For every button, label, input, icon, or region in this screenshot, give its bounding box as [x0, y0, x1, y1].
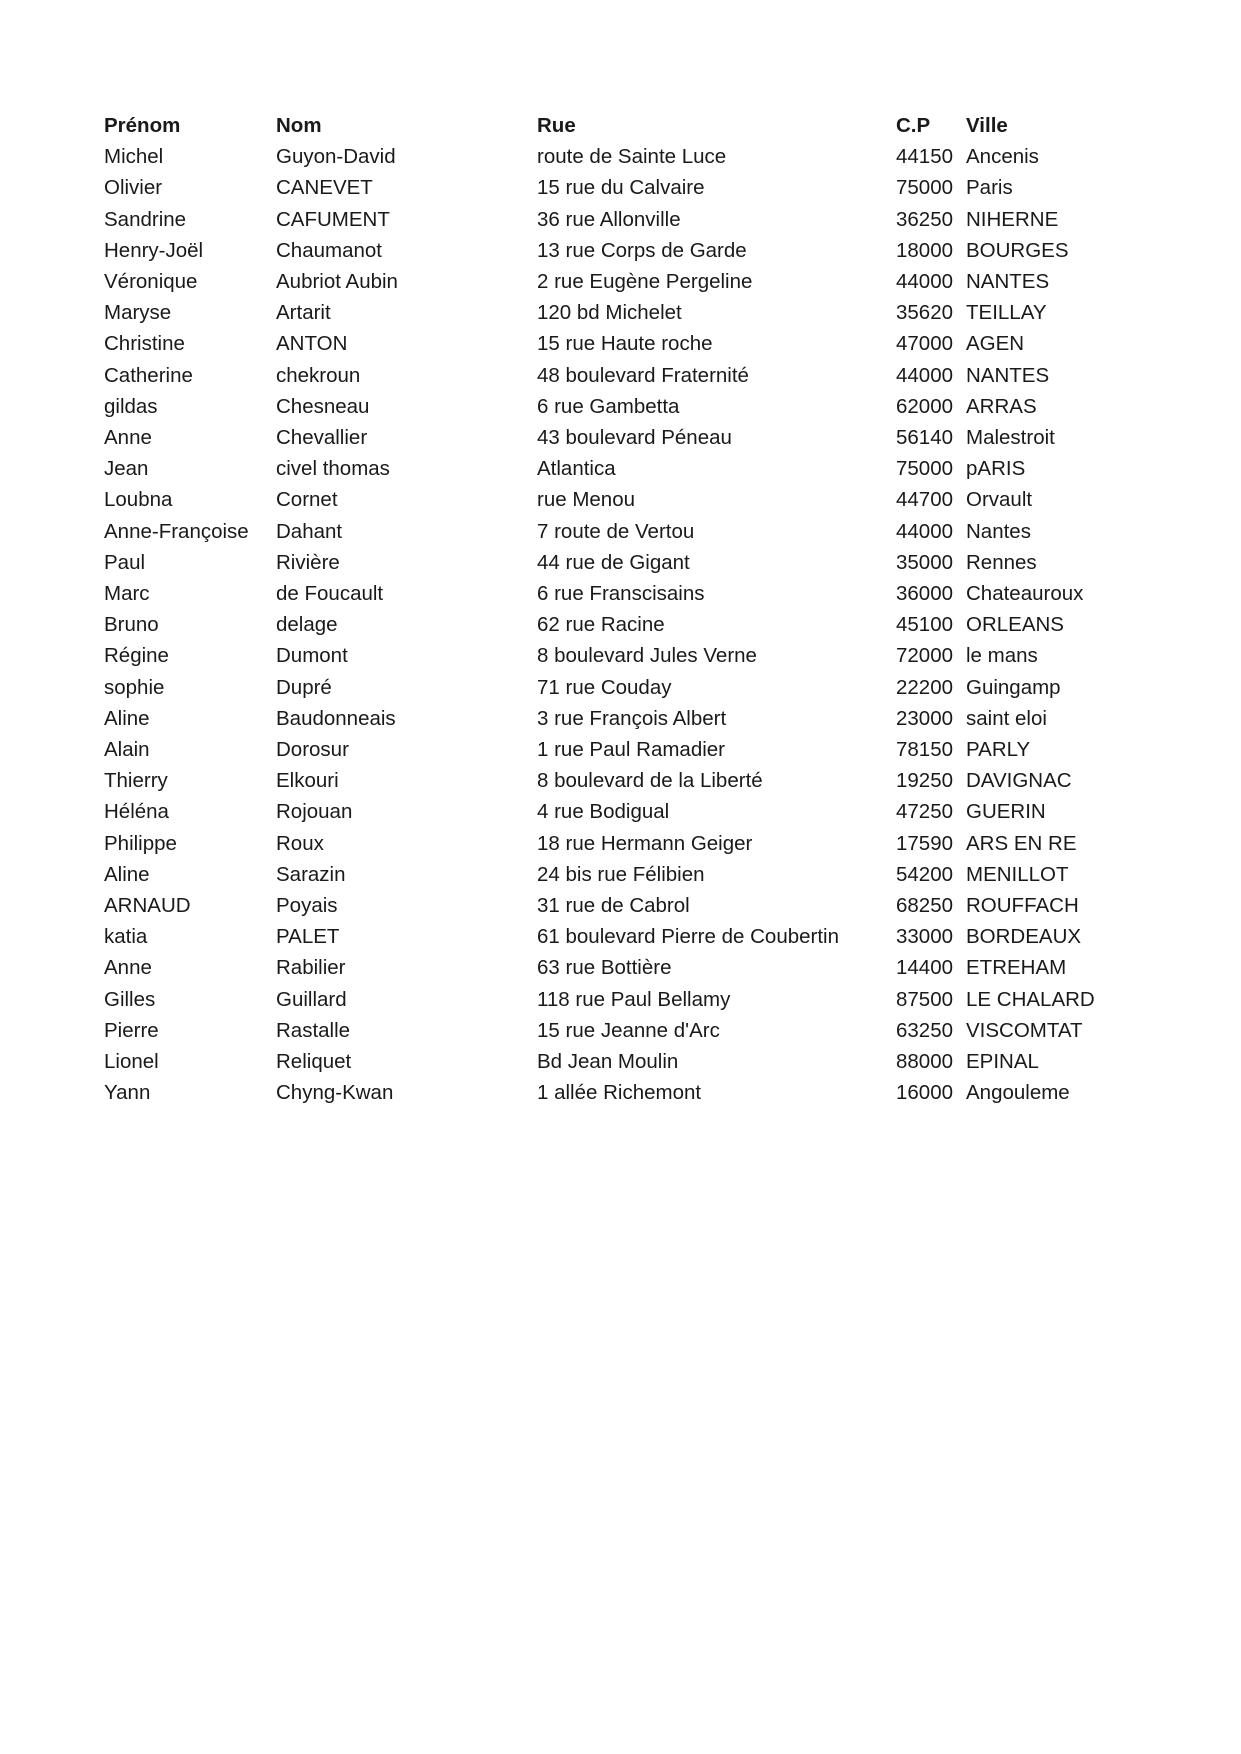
- table-row: [104, 266, 1126, 297]
- cell-prenom: Yann: [104, 1081, 151, 1105]
- cell-nom: de Foucault: [276, 582, 384, 606]
- table-row: [104, 297, 1126, 328]
- table-row: [104, 578, 1126, 609]
- cell-prenom: Sandrine: [104, 207, 187, 231]
- cell-cp: 78150: [896, 738, 954, 762]
- cell-prenom: Christine: [104, 332, 185, 356]
- cell-ville: saint eloi: [966, 706, 1047, 730]
- cell-nom: Dahant: [276, 519, 343, 543]
- table-row: [104, 141, 1126, 172]
- cell-cp: 75000: [896, 457, 954, 481]
- cell-cp: 47250: [896, 800, 954, 824]
- cell-ville: LE CHALARD: [966, 987, 1095, 1011]
- cell-nom: PALET: [276, 925, 340, 949]
- cell-nom: Roux: [276, 831, 324, 855]
- cell-ville: EPINAL: [966, 1050, 1039, 1074]
- cell-rue: 48 boulevard Fraternité: [537, 363, 749, 387]
- cell-rue: route de Sainte Luce: [537, 145, 727, 169]
- cell-ville: GUERIN: [966, 800, 1046, 824]
- cell-ville: BOURGES: [966, 238, 1069, 262]
- cell-cp: 44000: [896, 519, 954, 543]
- table-row: [104, 765, 1126, 796]
- cell-nom: Poyais: [276, 894, 338, 918]
- table-row: [104, 796, 1126, 827]
- table-row: [104, 921, 1126, 952]
- cell-rue: 120 bd Michelet: [537, 301, 682, 325]
- cell-rue: Bd Jean Moulin: [537, 1050, 679, 1074]
- cell-rue: 36 rue Allonville: [537, 207, 681, 231]
- cell-nom: Chyng-Kwan: [276, 1081, 394, 1105]
- cell-cp: 63250: [896, 1018, 954, 1042]
- cell-nom: Cornet: [276, 488, 338, 512]
- cell-nom: Dorosur: [276, 738, 349, 762]
- cell-nom: CANEVET: [276, 176, 373, 200]
- cell-rue: 62 rue Racine: [537, 613, 665, 637]
- cell-nom: Artarit: [276, 301, 331, 325]
- cell-prenom: Loubna: [104, 488, 173, 512]
- cell-cp: 75000: [896, 176, 954, 200]
- cell-nom: Rojouan: [276, 800, 353, 824]
- cell-ville: BORDEAUX: [966, 925, 1082, 949]
- cell-ville: Ancenis: [966, 145, 1039, 169]
- cell-prenom: ARNAUD: [104, 894, 191, 918]
- cell-cp: 87500: [896, 987, 954, 1011]
- cell-ville: MENILLOT: [966, 862, 1069, 886]
- cell-cp: 44000: [896, 270, 954, 294]
- cell-ville: NANTES: [966, 270, 1050, 294]
- cell-prenom: Philippe: [104, 831, 177, 855]
- cell-rue: 71 rue Couday: [537, 675, 672, 699]
- cell-nom: Baudonneais: [276, 706, 396, 730]
- table-row: [104, 828, 1126, 859]
- table-row: [104, 360, 1126, 391]
- cell-cp: 18000: [896, 238, 954, 262]
- cell-cp: 62000: [896, 394, 954, 418]
- cell-rue: 24 bis rue Félibien: [537, 862, 705, 886]
- table-row: [104, 1015, 1126, 1046]
- header-nom: Nom: [276, 114, 322, 137]
- cell-ville: Angouleme: [966, 1081, 1070, 1105]
- header-rue: Rue: [537, 114, 576, 137]
- cell-rue: 6 rue Franscisains: [537, 582, 705, 606]
- table-row: [104, 703, 1126, 734]
- table-row: [104, 1046, 1126, 1077]
- cell-ville: DAVIGNAC: [966, 769, 1072, 793]
- table-row: [104, 952, 1126, 983]
- cell-cp: 72000: [896, 644, 954, 668]
- cell-nom: chekroun: [276, 363, 361, 387]
- cell-ville: ARRAS: [966, 394, 1037, 418]
- cell-nom: Reliquet: [276, 1050, 352, 1074]
- cell-ville: Nantes: [966, 519, 1031, 543]
- cell-cp: 19250: [896, 769, 954, 793]
- cell-ville: Malestroit: [966, 426, 1055, 450]
- cell-rue: 18 rue Hermann Geiger: [537, 831, 753, 855]
- cell-cp: 56140: [896, 426, 954, 450]
- cell-ville: ORLEANS: [966, 613, 1064, 637]
- cell-cp: 14400: [896, 956, 954, 980]
- table-row: [104, 640, 1126, 671]
- cell-rue: 4 rue Bodigual: [537, 800, 670, 824]
- cell-prenom: Marc: [104, 582, 150, 606]
- table-row: [104, 984, 1126, 1015]
- cell-prenom: Aline: [104, 706, 150, 730]
- table-row: [104, 484, 1126, 515]
- cell-prenom: katia: [104, 925, 148, 949]
- cell-cp: 23000: [896, 706, 954, 730]
- cell-nom: delage: [276, 613, 338, 637]
- cell-rue: 15 rue Jeanne d'Arc: [537, 1018, 720, 1042]
- cell-ville: Guingamp: [966, 675, 1061, 699]
- cell-nom: ANTON: [276, 332, 348, 356]
- cell-rue: 15 rue du Calvaire: [537, 176, 705, 200]
- table-row: [104, 422, 1126, 453]
- address-table: [104, 110, 1126, 1109]
- cell-ville: pARIS: [966, 457, 1026, 481]
- cell-cp: 44000: [896, 363, 954, 387]
- cell-ville: ARS EN RE: [966, 831, 1077, 855]
- cell-rue: 44 rue de Gigant: [537, 550, 690, 574]
- cell-nom: CAFUMENT: [276, 207, 390, 231]
- cell-prenom: Héléna: [104, 800, 169, 824]
- cell-rue: Atlantica: [537, 457, 616, 481]
- cell-prenom: Alain: [104, 738, 150, 762]
- header-row: [104, 110, 1126, 141]
- cell-nom: civel thomas: [276, 457, 390, 481]
- cell-rue: 63 rue Bottière: [537, 956, 672, 980]
- cell-cp: 35000: [896, 550, 954, 574]
- cell-cp: 44150: [896, 145, 954, 169]
- cell-ville: NIHERNE: [966, 207, 1059, 231]
- cell-prenom: Henry-Joël: [104, 238, 204, 262]
- cell-prenom: Anne: [104, 426, 152, 450]
- cell-ville: Orvault: [966, 488, 1033, 512]
- cell-prenom: Véronique: [104, 270, 198, 294]
- cell-prenom: Maryse: [104, 301, 172, 325]
- cell-cp: 36250: [896, 207, 954, 231]
- table-row: [104, 890, 1126, 921]
- cell-nom: Chevallier: [276, 426, 368, 450]
- cell-rue: 13 rue Corps de Garde: [537, 238, 747, 262]
- cell-prenom: sophie: [104, 675, 165, 699]
- cell-cp: 35620: [896, 301, 954, 325]
- cell-nom: Dumont: [276, 644, 348, 668]
- cell-rue: 8 boulevard de la Liberté: [537, 769, 763, 793]
- table-row: [104, 204, 1126, 235]
- cell-nom: Guillard: [276, 987, 347, 1011]
- cell-prenom: Catherine: [104, 363, 193, 387]
- cell-cp: 17590: [896, 831, 954, 855]
- cell-prenom: Bruno: [104, 613, 159, 637]
- cell-cp: 68250: [896, 894, 954, 918]
- cell-nom: Sarazin: [276, 862, 346, 886]
- cell-cp: 54200: [896, 862, 954, 886]
- table-row: [104, 391, 1126, 422]
- cell-cp: 33000: [896, 925, 954, 949]
- table-row: [104, 672, 1126, 703]
- table-body: [104, 141, 1126, 1108]
- cell-rue: 61 boulevard Pierre de Coubertin: [537, 925, 839, 949]
- table-row: [104, 1077, 1126, 1108]
- cell-prenom: Aline: [104, 862, 150, 886]
- cell-ville: TEILLAY: [966, 301, 1047, 325]
- cell-cp: 88000: [896, 1050, 954, 1074]
- cell-rue: 118 rue Paul Bellamy: [537, 987, 731, 1011]
- table-row: [104, 859, 1126, 890]
- cell-rue: 1 rue Paul Ramadier: [537, 738, 726, 762]
- table-row: [104, 547, 1126, 578]
- cell-cp: 44700: [896, 488, 954, 512]
- cell-prenom: Michel: [104, 145, 164, 169]
- cell-ville: ROUFFACH: [966, 894, 1079, 918]
- cell-nom: Chaumanot: [276, 238, 382, 262]
- cell-nom: Aubriot Aubin: [276, 270, 398, 294]
- header-cp: C.P: [896, 114, 931, 137]
- cell-ville: ETREHAM: [966, 956, 1067, 980]
- cell-rue: 43 boulevard Péneau: [537, 426, 732, 450]
- cell-nom: Rivière: [276, 550, 340, 574]
- cell-ville: Chateauroux: [966, 582, 1084, 606]
- cell-cp: 36000: [896, 582, 954, 606]
- cell-ville: AGEN: [966, 332, 1025, 356]
- cell-rue: rue Menou: [537, 488, 636, 512]
- cell-ville: Paris: [966, 176, 1013, 200]
- table-row: [104, 609, 1126, 640]
- table-row: [104, 516, 1126, 547]
- cell-cp: 22200: [896, 675, 954, 699]
- cell-ville: NANTES: [966, 363, 1050, 387]
- cell-nom: Guyon-David: [276, 145, 396, 169]
- header-ville: Ville: [966, 114, 1008, 137]
- cell-nom: Rabilier: [276, 956, 346, 980]
- cell-rue: 2 rue Eugène Pergeline: [537, 270, 753, 294]
- table-row: [104, 328, 1126, 359]
- cell-rue: 8 boulevard Jules Verne: [537, 644, 757, 668]
- table-row: [104, 172, 1126, 203]
- cell-rue: 31 rue de Cabrol: [537, 894, 690, 918]
- cell-rue: 7 route de Vertou: [537, 519, 695, 543]
- cell-rue: 15 rue Haute roche: [537, 332, 713, 356]
- header-prenom: Prénom: [104, 114, 181, 137]
- cell-prenom: Thierry: [104, 769, 168, 793]
- cell-rue: 6 rue Gambetta: [537, 394, 680, 418]
- cell-nom: Elkouri: [276, 769, 339, 793]
- cell-nom: Rastalle: [276, 1018, 351, 1042]
- cell-ville: VISCOMTAT: [966, 1018, 1083, 1042]
- cell-prenom: Olivier: [104, 176, 163, 200]
- cell-prenom: Anne: [104, 956, 152, 980]
- cell-ville: Rennes: [966, 550, 1037, 574]
- cell-prenom: Anne-Françoise: [104, 519, 249, 543]
- cell-prenom: Régine: [104, 644, 169, 668]
- cell-nom: Chesneau: [276, 394, 370, 418]
- cell-rue: 3 rue François Albert: [537, 706, 727, 730]
- cell-prenom: gildas: [104, 394, 158, 418]
- cell-ville: le mans: [966, 644, 1038, 668]
- cell-prenom: Gilles: [104, 987, 156, 1011]
- cell-prenom: Jean: [104, 457, 149, 481]
- cell-ville: PARLY: [966, 738, 1031, 762]
- cell-prenom: Paul: [104, 550, 146, 574]
- cell-cp: 16000: [896, 1081, 954, 1105]
- cell-prenom: Pierre: [104, 1018, 159, 1042]
- table-row: [104, 453, 1126, 484]
- cell-nom: Dupré: [276, 675, 332, 699]
- cell-prenom: Lionel: [104, 1050, 159, 1074]
- table-row: [104, 734, 1126, 765]
- cell-cp: 45100: [896, 613, 954, 637]
- cell-cp: 47000: [896, 332, 954, 356]
- cell-rue: 1 allée Richemont: [537, 1081, 702, 1105]
- table-row: [104, 235, 1126, 266]
